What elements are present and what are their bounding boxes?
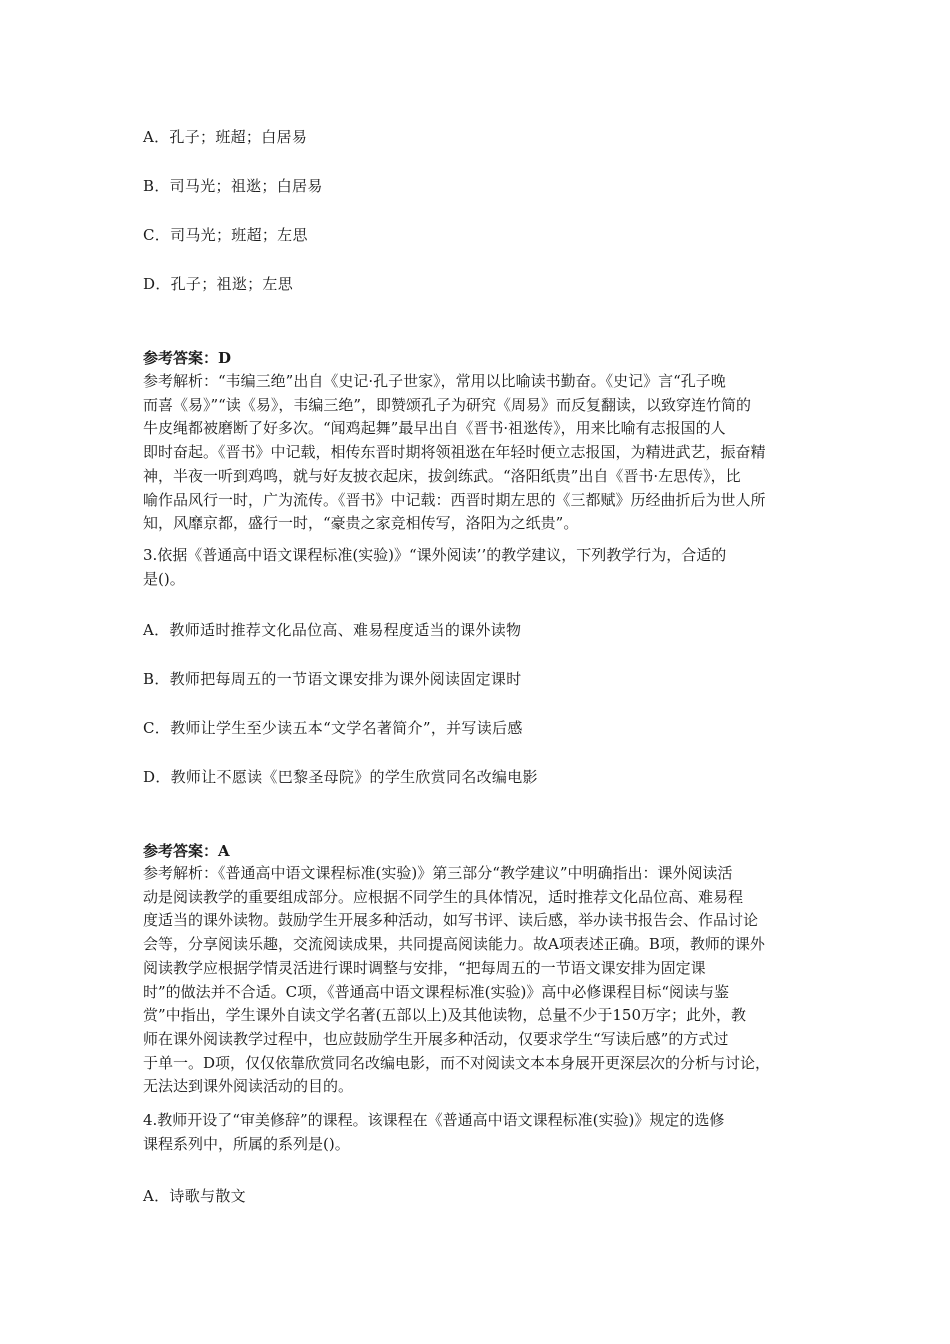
q4-option-a: A．诗歌与散文 [143, 1187, 246, 1205]
q3-option-b: B．教师把每周五的一节语文课安排为课外阅读固定课时 [143, 670, 522, 688]
q3-analysis-line: 于单一。D项，仅仅依靠欣赏同名改编电影，而不对阅读文本本身展开更深层次的分析与讨论， [143, 1053, 771, 1072]
q3-answer: 参考答案：A [143, 842, 230, 860]
q3-analysis-line: 动是阅读教学的重要组成部分。应根据不同学生的具体情况，适时推荐文化品位高、难易程 [143, 887, 744, 906]
q3-analysis-line: 度适当的课外读物。鼓励学生开展多种活动，如写书评、读后感，举办读书报告会、作品讨论 [143, 911, 759, 930]
q3-question [143, 544, 815, 591]
q2-option-a: A．孔子；班超；白居易 [143, 128, 308, 146]
q3-analysis-line: 赏”中指出，学生课外自读文学名著(五部以上)及其他读物，总量不少于150万字；此外，教 [143, 1006, 747, 1025]
q3-option-c: C．教师让学生至少读五本“文学名著简介”，并写读后感 [143, 719, 523, 737]
q4-question-line: 4.教师开设了“审美修辞”的课程。该课程在《普通高中语文课程标准(实验)》规定的选修 [143, 1111, 725, 1129]
q3-analysis-line: 会等，分享阅读乐趣，交流阅读成果，共同提高阅读能力。故A项表述正确。B项，教师的课外 [143, 935, 765, 954]
q3-question-line: 3.依据《普通高中语文课程标准(实验)》“课外阅读’’的教学建议，下列教学行为，合适的 [143, 546, 727, 564]
q2-analysis-line: 而喜《易》”“读《易》，韦编三绝”，即赞颂孔子为研究《周易》而反复翻读，以致穿连竹简的 [143, 395, 752, 414]
q2-answer: 参考答案：D [143, 349, 232, 367]
q2-analysis [143, 370, 815, 536]
q3-analysis-line: 师在课外阅读教学过程中，也应鼓励学生开展多种活动，仅要求学生“写读后感”的方式过 [143, 1029, 729, 1048]
q2-option-d: D．孔子；祖逖；左思 [143, 275, 294, 293]
q3-option-d: D．教师让不愿读《巴黎圣母院》的学生欣赏同名改编电影 [143, 768, 538, 786]
q2-analysis-line: 即时奋起。《晋书》中记载，相传东晋时期将领祖逖在年轻时便立志报国，为精进武艺，振奋精 [143, 443, 766, 462]
q2-analysis-line: 牛皮绳都被磨断了好多次。“闻鸡起舞”最早出自《晋书·祖逖传》，用来比喻有志报国的人 [143, 419, 726, 438]
q3-analysis-line: 无法达到课外阅读活动的目的。 [143, 1077, 354, 1096]
q3-analysis-line: 阅读教学应根据学情灵活进行课时调整与安排，“把每周五的一节语文课安排为固定课 [143, 958, 706, 977]
q4-question-line: 课程系列中，所属的系列是()。 [143, 1134, 350, 1153]
q3-question-line: 是()。 [143, 569, 185, 588]
q3-analysis [143, 862, 815, 1099]
q2-option-c: C．司马光；班超；左思 [143, 226, 308, 244]
q3-analysis-line: 参考解析：《普通高中语文课程标准(实验)》第三部分“教学建议”中明确指出：课外阅读活 [143, 864, 733, 882]
q2-analysis-line: 参考解析：“韦编三绝”出自《史记·孔子世家》，常用以比喻读书勤奋。《史记》言“孔子晚 [143, 372, 726, 390]
q2-option-b: B．司马光；祖逖；白居易 [143, 177, 323, 195]
q3-analysis-line: 时”的做法并不合适。C项，《普通高中语文课程标准(实验)》高中必修课程目标“阅读与鉴 [143, 982, 730, 1001]
q3-option-a: A．教师适时推荐文化品位高、难易程度适当的课外读物 [143, 621, 522, 639]
q2-analysis-line: 神，半夜一听到鸡鸣，就与好友披衣起床，拔剑练武。“洛阳纸贵”出自《晋书·左思传》，比 [143, 466, 741, 485]
q2-analysis-line: 喻作品风行一时，广为流传。《晋书》中记载：西晋时期左思的《三都赋》历经曲折后为世人所 [143, 490, 766, 509]
q2-analysis-line: 知，风靡京都，盛行一时，“豪贵之家竞相传写，洛阳为之纸贵”。 [143, 514, 579, 533]
q4-question [143, 1109, 815, 1156]
